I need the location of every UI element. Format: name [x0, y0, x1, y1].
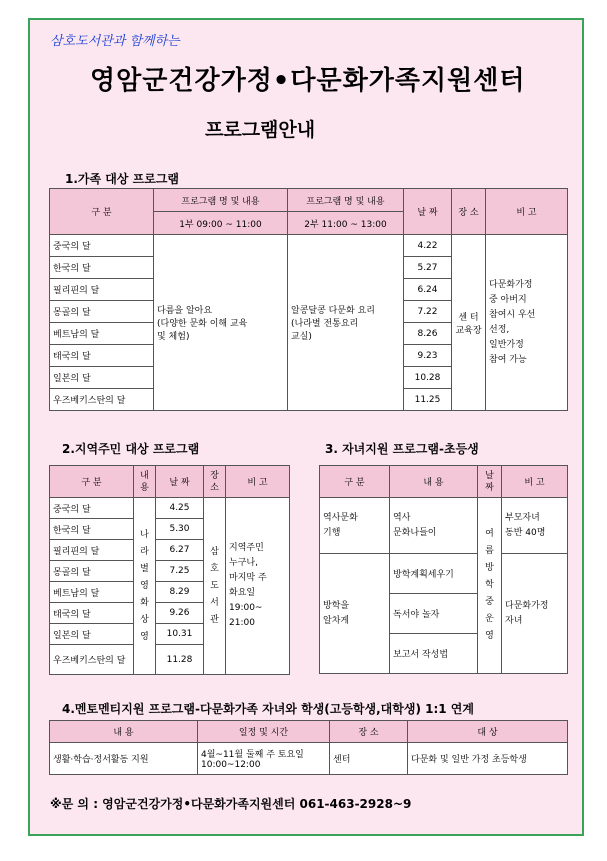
group1-content [390, 498, 478, 554]
table-row-name: 필리핀의 달 [50, 279, 154, 301]
table-row-name: 한국의 달 [50, 519, 134, 540]
family-program-table [49, 188, 568, 411]
col-gubun: 구 분 [50, 189, 154, 235]
group1-name [320, 498, 390, 554]
time-cell [198, 743, 330, 775]
mentoring-program-table [49, 720, 568, 775]
place-char: 삼 [210, 546, 219, 557]
prog2-line: (나라별 전통요리 [291, 319, 359, 329]
prog1-cell [154, 235, 288, 411]
place-char: 관 [210, 614, 219, 625]
table-row-date: 11.25 [404, 389, 452, 411]
section3-heading: 3. 자녀지원 프로그램-초등생 [325, 442, 479, 456]
target-cell: 다문화 및 일반 가정 초등학생 [408, 743, 568, 775]
table-row-date: 7.25 [156, 561, 204, 582]
table-row-date: 5.30 [156, 519, 204, 540]
tagline: 삼호도서관과 함께하는 [50, 34, 180, 49]
table-row-name: 일본의 달 [50, 367, 154, 389]
col-place [204, 466, 226, 498]
table-row-date: 4.22 [404, 235, 452, 257]
col-place-char: 장 [210, 470, 219, 481]
group2-item: 방학계획세우기 [390, 554, 478, 594]
note2-cell [502, 554, 568, 674]
note-line: 21:00 [229, 618, 255, 628]
children-program-table [319, 465, 568, 674]
content-cell [134, 498, 156, 675]
table-row-name: 우즈베키스탄의 달 [50, 389, 154, 411]
note2-line: 자녀 [505, 615, 523, 626]
note-line: 마지막 주 [229, 573, 267, 583]
col-place: 장 소 [452, 189, 486, 235]
date-char: 영 [485, 631, 494, 641]
community-program-table [49, 465, 290, 675]
table-row-name: 한국의 달 [50, 257, 154, 279]
note-line: 일반가정 [489, 339, 524, 350]
group2-line: 알차게 [323, 615, 350, 626]
col-date [478, 466, 502, 498]
col-note: 비 고 [486, 189, 568, 235]
col-target: 대 상 [408, 721, 568, 743]
table-row-date: 5.27 [404, 257, 452, 279]
content-char: 라 [140, 546, 149, 557]
table-row-name: 태국의 달 [50, 603, 134, 624]
group1-line: 기행 [323, 527, 341, 538]
content-cell: 생활·학습·정서활동 지원 [50, 743, 198, 775]
page-subtitle: 프로그램안내 [205, 119, 316, 141]
time-line: 4월~11월 둘째 주 토요일 [201, 750, 304, 760]
content-char: 나 [140, 529, 149, 540]
place-char: 도 [210, 580, 219, 591]
table-row-name: 베트남의 달 [50, 323, 154, 345]
table-row-date: 9.23 [404, 345, 452, 367]
col-content: 내 용 [390, 466, 478, 498]
flyer-page [28, 18, 584, 836]
table-row-name: 베트남의 달 [50, 582, 134, 603]
table-row-name: 우즈베키스탄의 달 [50, 645, 134, 675]
page-title: 영암군건강가정•다문화가족지원센터 [90, 66, 526, 96]
note-line: 누구나, [229, 558, 258, 568]
place-cell: 센터 [330, 743, 408, 775]
group1-line: 역사문화 [323, 512, 358, 523]
table-row-date: 8.29 [156, 582, 204, 603]
date-char: 학 [485, 580, 494, 590]
note2-line: 다문화가정 [505, 600, 549, 611]
prog1-line: 다름을 알아요 [157, 306, 213, 316]
col-content-char: 용 [140, 482, 149, 493]
table-row-name: 태국의 달 [50, 345, 154, 367]
note-line: 선정, [489, 324, 510, 335]
note1-line: 동반 40명 [505, 527, 546, 538]
table-row-date: 6.27 [156, 540, 204, 561]
table-row-name: 몽골의 달 [50, 301, 154, 323]
group1-content-line: 역사 [393, 512, 411, 523]
col-date-char: 날 [485, 470, 494, 481]
col-note: 비 고 [226, 466, 290, 498]
table-row-date: 10.31 [156, 624, 204, 645]
note-cell [486, 235, 568, 411]
place-char: 호 [210, 563, 219, 574]
table-row-date: 7.22 [404, 301, 452, 323]
place-cell [452, 235, 486, 411]
group2-item: 독서야 놀자 [390, 594, 478, 634]
col-gubun: 구 분 [320, 466, 390, 498]
col-prog2: 프로그램 명 및 내용 [288, 189, 404, 212]
note-line: 19:00~ [229, 603, 263, 613]
date-char: 운 [485, 614, 494, 624]
col-prog1: 프로그램 명 및 내용 [154, 189, 288, 212]
date-char: 중 [485, 597, 494, 607]
table-row-date: 10.28 [404, 367, 452, 389]
prog2-line: 알콩달콩 다문화 요리 [291, 306, 375, 316]
date-char: 여 [485, 529, 494, 539]
prog2-cell [288, 235, 404, 411]
table-row-name: 일본의 달 [50, 624, 134, 645]
note-line: 중 아버지 [489, 294, 527, 305]
note-cell [226, 498, 290, 675]
note1-cell [502, 498, 568, 554]
place-cell [204, 498, 226, 675]
col-date: 날 짜 [404, 189, 452, 235]
date-cell [478, 498, 502, 674]
content-char: 영 [140, 631, 149, 642]
group1-content-line: 문화나들이 [393, 527, 437, 538]
col-time: 일정 및 시간 [198, 721, 330, 743]
col-content [134, 466, 156, 498]
col-time1: 1부 09:00 ~ 11:00 [154, 212, 288, 235]
table-row-date: 6.24 [404, 279, 452, 301]
note-line: 지역주민 [229, 543, 264, 553]
content-char: 상 [140, 614, 149, 625]
col-time2: 2부 11:00 ~ 13:00 [288, 212, 404, 235]
content-char: 별 [140, 563, 149, 574]
col-content-char: 내 [140, 470, 149, 481]
col-place: 장 소 [330, 721, 408, 743]
col-date: 날 짜 [156, 466, 204, 498]
time-line: 10:00~12:00 [201, 760, 261, 770]
table-row-name: 몽골의 달 [50, 561, 134, 582]
note1-line: 부모자녀 [505, 512, 540, 523]
col-content: 내 용 [50, 721, 198, 743]
table-row-date: 9.26 [156, 603, 204, 624]
note-line: 화요일 [229, 588, 256, 598]
section1-heading: 1.가족 대상 프로그램 [65, 172, 180, 186]
content-char: 화 [140, 597, 149, 608]
contact-info: ※문 의 : 영암군건강가정•다문화가족지원센터 061-463-2928~9 [50, 797, 412, 811]
table-row-name: 중국의 달 [50, 235, 154, 257]
section4-heading: 4.멘토멘티지원 프로그램-다문화가족 자녀와 학생(고등학생,대학생) 1:1 연계 [62, 702, 474, 716]
col-place-char: 소 [210, 482, 219, 493]
place-char: 서 [210, 597, 219, 608]
date-char: 방 [485, 563, 494, 573]
col-gubun: 구 분 [50, 466, 134, 498]
group2-item: 보고서 작성법 [390, 634, 478, 674]
col-note: 비 고 [502, 466, 568, 498]
prog1-line: (다양한 문화 이해 교육 [157, 319, 248, 329]
prog2-line: 교실) [291, 332, 312, 342]
note-line: 참여시 우선 [489, 309, 536, 320]
group2-line: 방학을 [323, 600, 350, 611]
note-line: 다문화가정 [489, 279, 533, 290]
col-date-char: 짜 [485, 482, 494, 493]
place-line: 센 터 [458, 312, 479, 323]
table-row-date: 11.28 [156, 645, 204, 675]
date-char: 름 [485, 546, 494, 556]
table-row-name: 필리핀의 달 [50, 540, 134, 561]
content-char: 영 [140, 580, 149, 591]
place-line: 교육장 [455, 325, 482, 336]
section2-heading: 2.지역주민 대상 프로그램 [62, 442, 200, 456]
group2-name [320, 554, 390, 674]
note-line: 참여 가능 [489, 354, 527, 365]
prog1-line: 및 체험) [157, 332, 190, 342]
table-row-name: 중국의 달 [50, 498, 134, 519]
table-row-date: 8.26 [404, 323, 452, 345]
table-row-date: 4.25 [156, 498, 204, 519]
